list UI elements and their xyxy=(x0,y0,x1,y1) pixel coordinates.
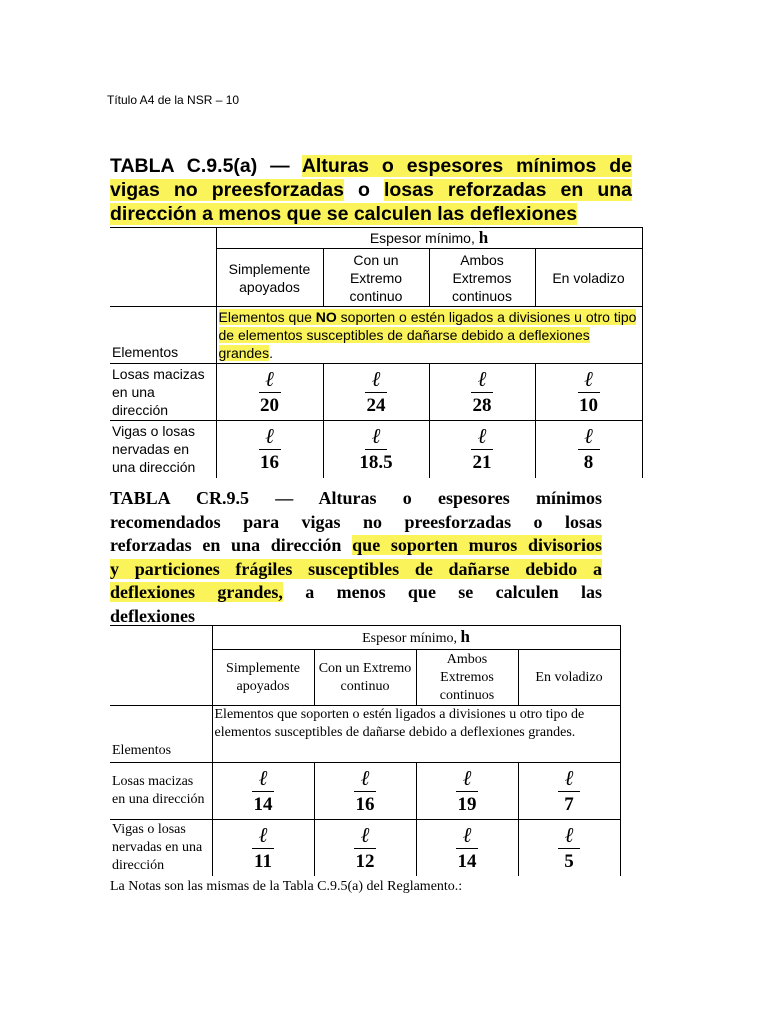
col-header: Ambos Extremos continuos xyxy=(416,650,518,706)
fraction-cell: $\frac{\text{ℓ}}{16}$ xyxy=(216,421,323,478)
table-row xyxy=(110,820,620,876)
table-row xyxy=(110,421,642,478)
fraction-cell: $\frac{\text{ℓ}}{16}$ xyxy=(314,763,416,820)
row-label: Vigas o losas nervadas en una dirección xyxy=(110,421,216,478)
table1-note: Elementos que NO soporten o estén ligados a divisiones u otro tipo de elementos susceptibles de dañarse debido a deflexiones grandes. xyxy=(216,307,642,364)
col-header: Con un Extremo continuo xyxy=(314,650,416,706)
table-row xyxy=(110,626,620,650)
fraction-cell: $\frac{\text{ℓ}}{5}$ xyxy=(518,820,620,876)
fraction-cell: $\frac{\text{ℓ}}{8}$ xyxy=(535,421,642,478)
row-label: Losas macizas en una dirección xyxy=(110,763,212,820)
table-row xyxy=(110,228,642,249)
table1-heading-highlight: Alturas o espesores mínimos de xyxy=(301,155,632,177)
table-row xyxy=(110,364,642,421)
table-row xyxy=(110,706,620,763)
table-row xyxy=(110,650,620,706)
h-symbol: h xyxy=(478,228,489,247)
table2-heading-highlight: deflexiones grandes, xyxy=(110,582,283,602)
fraction-cell: $\frac{\text{ℓ}}{18.5}$ xyxy=(323,421,429,478)
table1-heading-text: o xyxy=(343,179,384,201)
col-header: En voladizo xyxy=(518,650,620,706)
table2-note: Elementos que soporten o estén ligados a divisiones u otro tipo de elementos susceptibles de dañarse debido a deflexiones grandes. xyxy=(212,706,620,763)
elementos-label: Elementos xyxy=(110,706,212,763)
col-header: Ambos Extremos continuos xyxy=(429,249,535,307)
table1-heading-highlight: vigas no preesforzadas xyxy=(110,179,344,201)
col-header: Con un Extremo continuo xyxy=(323,249,429,307)
col-header: Simplemente apoyados xyxy=(216,249,323,307)
espesor-header: Espesor mínimo, h xyxy=(216,228,642,249)
fraction-cell: $\frac{\text{ℓ}}{14}$ xyxy=(212,763,314,820)
table2-heading-highlight: que soporten muros divisorios xyxy=(352,535,602,555)
fraction-cell: $\frac{\text{ℓ}}{14}$ xyxy=(416,820,518,876)
table-row xyxy=(110,307,642,364)
fraction-cell: $\frac{\text{ℓ}}{12}$ xyxy=(314,820,416,876)
table-row xyxy=(110,763,620,820)
fraction-cell: $\frac{\text{ℓ}}{20}$ xyxy=(216,364,323,421)
table2-heading: TABLA CR.9.5 — Alturas o espesores mínimos recomendados para vigas no preesforzadas o losas reforzadas en una dirección que soporten muros divisorios y particiones frágiles susceptibles de dañarse debido a deflexiones grandes, a menos que se calculen las deflexiones xyxy=(110,488,602,626)
table1-heading xyxy=(110,154,632,226)
espesor-header: Espesor mínimo, h xyxy=(212,626,620,650)
fraction-cell: $\frac{\text{ℓ}}{19}$ xyxy=(416,763,518,820)
footer-note: La Notas son las mismas de la Tabla C.9.5(a) del Reglamento.: xyxy=(110,879,463,894)
col-header: Simplemente apoyados xyxy=(212,650,314,706)
table1-heading-prefix: TABLA C.9.5(a) — xyxy=(110,155,302,177)
fraction-cell: $\frac{\text{ℓ}}{21}$ xyxy=(429,421,535,478)
fraction-cell: $\frac{\text{ℓ}}{28}$ xyxy=(429,364,535,421)
table2 xyxy=(110,625,621,876)
table2-heading-highlight: y particiones frágiles susceptibles de dañarse debido a xyxy=(110,558,602,579)
table1-heading-highlight: losas reforzadas en una xyxy=(383,179,632,201)
row-label: Losas macizas en una dirección xyxy=(110,364,216,421)
table-row xyxy=(110,249,642,307)
fraction-cell: $\frac{\text{ℓ}}{11}$ xyxy=(212,820,314,876)
row-label: Vigas o losas nervadas en una dirección xyxy=(110,820,212,876)
fraction-cell: $\frac{\text{ℓ}}{7}$ xyxy=(518,763,620,820)
h-symbol: h xyxy=(460,626,470,646)
elementos-label: Elementos xyxy=(110,307,216,364)
table1-heading-highlight: dirección a menos que se calculen las deflexiones xyxy=(110,203,578,225)
col-header: En voladizo xyxy=(535,249,642,307)
fraction-cell: $\frac{\text{ℓ}}{24}$ xyxy=(323,364,429,421)
document-title: Título A4 de la NSR – 10 xyxy=(107,93,240,107)
fraction-cell: $\frac{\text{ℓ}}{10}$ xyxy=(535,364,642,421)
table1 xyxy=(110,227,643,478)
